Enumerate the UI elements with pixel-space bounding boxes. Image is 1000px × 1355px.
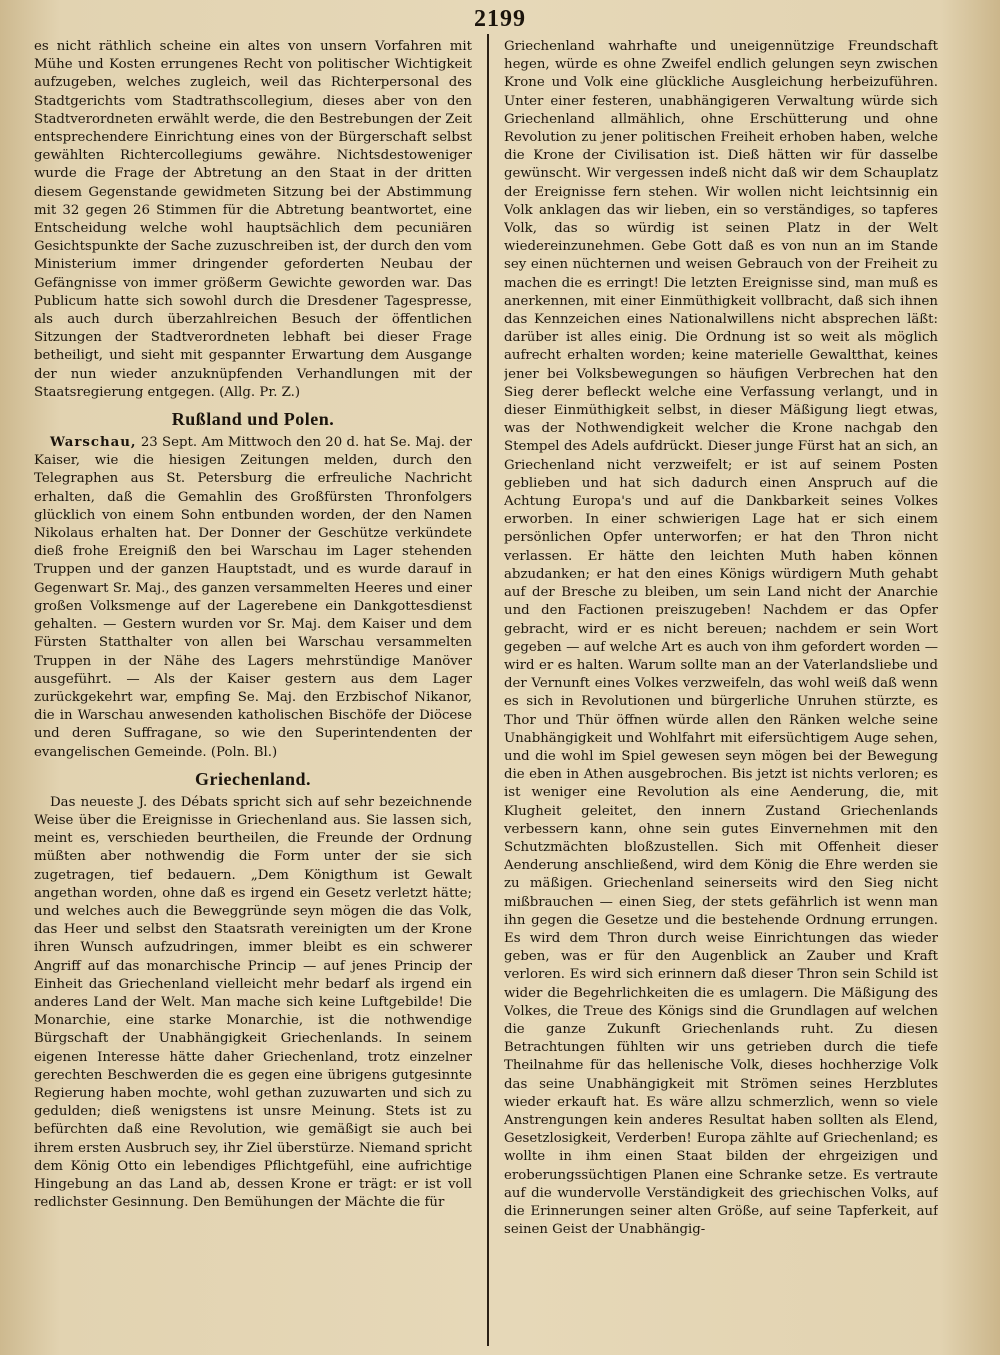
warschau-text: 23 Sept. Am Mittwoch den 20 d. hat Se. Maj. der Kaiser, wie die hiesigen Zeitungen melden, durch den Telegraphen aus St. Petersburg die erfreuliche Nachricht erhalten, daß die Gemahlin des Großfürsten Thronfolgers glücklich von einem Sohn entbunden worden, der den Namen Nikolaus erhalten hat. Der Donner der Geschütze verkündete dieß frohe Ereigniß den bei Warschau im Lager stehenden Truppen und der ganzen Hauptstadt, und es wurde darauf in Gegenwart Sr. Maj., des ganzen versammelten Heeres und einer großen Volksmenge auf der Lagerebene ein Dankgottesdienst gehalten. — Gestern wurden vor Sr. Maj. dem Kaiser und dem Fürsten Statthalter von allen bei Warschau versammelten Truppen in der Nähe des Lagers mehrstündige Manöver ausgeführt. — Als der Kaiser gestern aus dem Lager zurückgekehrt war, empfing Se. Maj. den Erzbischof Nikanor, die in Warschau anwesenden katholischen Bischöfe der Diöcese und deren Suffragane, so wie den Superintendenten der evangelischen Gemeinde. (Poln. Bl.) [34,435,472,760]
dateline-warschau: Warschau, [50,435,137,451]
heading-russland-polen: Rußland und Polen. [171,409,335,430]
paragraph-griechenland-continued: Griechenland wahrhafte und uneigennützige Freundschaft hegen, würde es ohne Zweifel endlich gelungen seyn zwischen Krone und Volk eine glückliche Ausgleichung herbeizuführen. Unter einer festeren, unabhängigeren Verwaltung würde sich Griechenland allmählich, ohne Erschütterung und ohne Revolution zu jener politischen Freiheit erhoben haben, welche die Krone der Civilisation ist. Dieß hätten wir für dasselbe gewünscht. Wir vergessen indeß nicht daß wir dem Schauplatz der Ereignisse fern stehen. Wir wollen nicht leichtsinnig ein Volk anklagen das wir lieben, ein so verständiges, so tapferes Volk, das so würdig ist seinen Platz in der Welt wiedereinzunehmen. Gebe Gott daß es von nun an im Stande sey einen nüchternen und weisen Gebrauch von der Freiheit zu machen die es erringt! Die letzten Ereignisse sind, man muß es anerkennen, mit einer Einmüthigkeit vollbracht, daß sich ihnen das Kennzeichen eines Nationalwillens nicht absprechen läßt: darüber ist alles einig. Die Ordnung ist so weit als möglich aufrecht erhalten worden; keine materielle Gewaltthat, keines jener bei Volksbewegungen so häufigen Verbrechen hat den Sieg derer befleckt welche eine Verfassung verlangt, und in dieser Einmüthigkeit selbst, in dieser Mäßigung liegt etwas, was der Nothwendigkeit welcher die Krone nachgab den Stempel des Adels aufdrückt. Dieser junge Fürst hat an sich, an Griechenland nicht verzweifelt; er ist auf seinem Posten geblieben und hat sich dadurch einen Anspruch auf die Achtung Europa's und auf die Dankbarkeit seines Volkes erworben. In einer schwierigen Lage hat er sich einem persönlichen Opfer unterworfen; er hat den Thron nicht verlassen. Er hätte den leichten Muth haben können abzudanken; er hat den eines Königs würdigern Muth gehabt auf der Bresche zu bleiben, um sein Land nicht der Anarchie und den Factionen preiszugeben! Nachdem er das Opfer gebracht, wird er es nicht bereuen; nachdem er sein Wort gegeben — auf welche Art es auch von ihm gefordert worden — wird er es halten. Warum sollte man an der Vaterlandsliebe und der Vernunft eines Volkes verzweifeln, das wohl weiß daß wenn es sich in Revolutionen und bürgerliche Unruhen stürzte, es Thor und Thür öffnen würde allen den Ränken welche seine Unabhängigkeit und Wohlfahrt mit eifersüchtigem Auge sehen, und die wohl im Spiel gewesen seyn mögen bei der Bewegung die eben in Athen ausgebrochen. Bis jetzt ist nichts verloren; es ist weniger eine Revolution als eine Aenderung, die, mit Klugheit geleitet, den innern Zustand Griechenlands verbessern kann, ohne sein gutes Einvernehmen mit den Schutzmächten bloßzustellen. Sich mit Offenheit dieser Aenderung anschließend, wird dem König die Ehre werden sie zu mäßigen. Griechenland seinerseits wird den Sieg nicht mißbrauchen — einen Sieg, der stets gefährlich ist wenn man ihn gegen die Gesetze und die bestehende Ordnung errungen. Es wird dem Thron durch weise Einrichtungen das wieder geben, was er für den Augenblick an Zauber und Kraft verloren. Es wird sich erinnern daß dieser Thron sein Schild ist wider die Begehrlichkeiten die es umlagern. Die Mäßigung des Volkes, die Treue des Königs sind die Grundlagen auf welchen die ganze Zukunft Griechenlands ruht. Zu diesen Betrachtungen fühlten wir uns getrieben durch die tiefe Theilnahme für das hellenische Volk, dieses hochherzige Volk das seine Unabhängigkeit mit Strömen seines Herzblutes wieder erkauft hat. Es wäre allzu schmerzlich, wenn so viele Anstrengungen kein anderes Resultat haben sollten als Elend, Gesetzlosigkeit, Verderben! Europa zählte auf Griechenland; es wollte in ihm einen Staat bilden der ehrgeizigen und eroberungssüchtigen Planen eine Schranke setze. Es vertraute auf die wundervolle Verständigkeit des griechischen Volks, auf die Erinnerungen seiner alten Größe, auf seine Tapferkeit, auf seinen Geist der Unabhängig- [504,39,938,1238]
heading-griechenland: Griechenland. [194,768,311,789]
right-column [504,38,938,1343]
page-number: 2199 [474,6,526,32]
paragraph-debats: Das neueste J. des Débats spricht sich auf sehr bezeichnende Weise über die Ereignisse in Griechenland aus. Sie lassen sich, meint es, verschieden beurtheilen, die Freunde der Ordnung müßten aber nothwendig die Form unter der sie sich zugetragen, tief bedauern. „Dem Königthum ist Gewalt angethan worden, ohne daß es irgend ein Gesetz verletzt hätte; und welches auch die Beweggründe seyn mögen die das Volk, das Heer und selbst den Staatsrath vereinigten um der Krone ihren Wunsch aufzudringen, immer bleibt es ein schwerer Angriff auf das monarchische Princip — auf jenes Princip der Einheit das Griechenland vielleicht mehr bedarf als irgend ein anderes Land der Welt. Man mache sich keine Luftgebilde! Die Monarchie, eine starke Monarchie, ist die nothwendige Bürgschaft der Unabhängigkeit Griechenlands. In seinem eigenen Interesse hätte daher Griechenland, trotz einzelner gerechten Beschwerden die es gegen eine übrigens gutgesinnte Regierung haben mochte, wohl gethan zuzuwarten und sich zu gedulden; dieß wenigstens ist unsre Meinung. Stets ist zu befürchten daß eine Revolution, wie gemäßigt sie auch bei ihrem ersten Ausbruch sey, ihr Ziel überstürze. Niemand spricht dem König Otto ein lebendiges Pflichtgefühl, eine aufrichtige Hingebung an das Land ab, dessen Krone er trägt: er ist voll redlichster Gesinnung. Den Bemühungen der Mächte die für [34,794,472,1211]
left-column [34,38,472,1343]
column-divider [487,34,489,1346]
paragraph-warschau [34,434,472,762]
paragraph-court-debate: es nicht räthlich scheine ein altes von unsern Vorfahren mit Mühe und Kosten errungenes Recht von politischer Wichtigkeit aufzugeben, welches zugleich, weil das Richterpersonal des Stadtgerichts vom Stadtrathscollegium, dieses aber von den Stadtverordneten erwählt werde, die den Bestrebungen der Zeit entsprechendere Einrichtung eines von der Bürgerschaft selbst gewählten Richtercollegiums gewähre. Nichtsdestoweniger wurde die Frage der Abtretung an den Staat in der dritten diesem Gegenstande gewidmeten Sitzung bei der Abstimmung mit 32 gegen 26 Stimmen für die Abtretung beantwortet, eine Entscheidung welche wohl hauptsächlich dem pecuniären Gesichtspunkte der Sache zuzuschreiben ist, der durch den vom Ministerium immer dringender geforderten Neubau der Gefängnisse von immer größerm Gewichte geworden war. Das Publicum hatte sich sowohl durch die Dresdener Tagespresse, als auch durch überzahlreichen Besuch der öffentlichen Sitzungen der Stadtverordneten lebhaft bei dieser Frage betheiligt, und sieht mit gespannter Erwartung dem Ausgange der nun wieder anzuknüpfenden Verhandlungen mit der Staatsregierung entgegen. (Allg. Pr. Z.) [34,39,472,400]
